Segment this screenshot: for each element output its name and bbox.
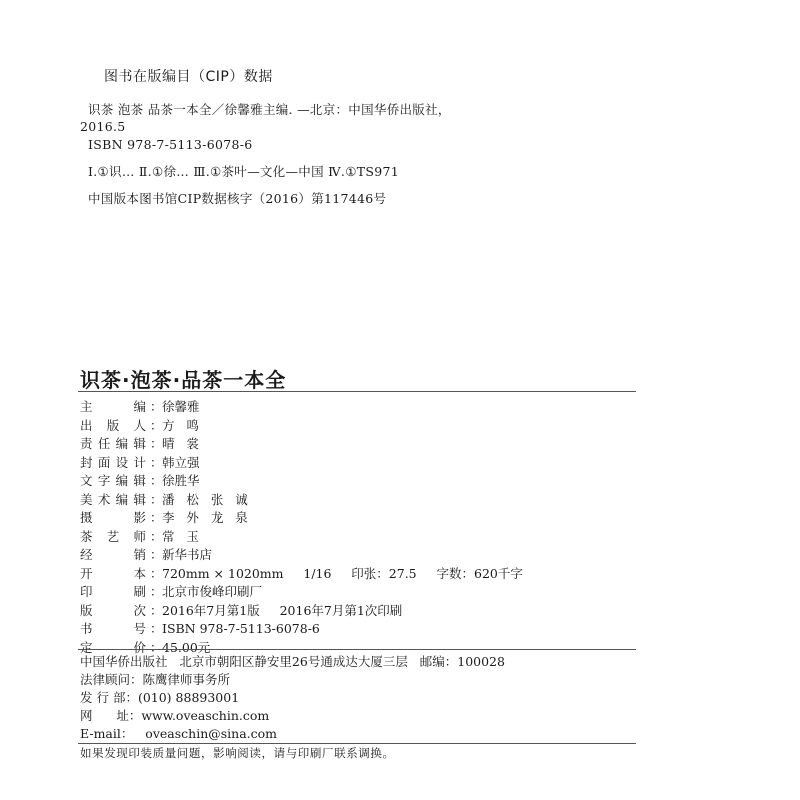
- cip-line-1: 识茶 泡茶 品茶一本全／徐馨雅主编. —北京：中国华侨出版社，: [88, 102, 451, 117]
- credit-row: [80, 582, 640, 602]
- credit-value: 45.00元: [162, 639, 211, 655]
- credit-label: 经 销: [80, 547, 146, 562]
- credit-colon: ：: [150, 547, 163, 562]
- credit-colon: ：: [150, 436, 163, 451]
- title-divider: [78, 391, 636, 392]
- credit-row: [80, 453, 640, 473]
- credit-label: 开 本: [80, 565, 146, 581]
- credit-label: 茶 艺 师: [80, 528, 146, 544]
- cip-line-5: 中国版本图书馆CIP数据核字（2016）第117446号: [88, 191, 387, 206]
- credit-row: [80, 397, 640, 417]
- credit-colon: ：: [150, 417, 163, 433]
- email: E-mail： oveaschin@sina.com: [80, 726, 278, 741]
- book-title: 识茶·泡茶·品茶一本全: [80, 368, 287, 392]
- credit-row: [80, 416, 640, 436]
- cip-line-2: 2016.5: [80, 119, 126, 134]
- cip-line-4: Ⅰ.①识… Ⅱ.①徐… Ⅲ.①茶叶—文化—中国 Ⅳ.①TS971: [88, 164, 399, 179]
- credit-label: 文 字 编 辑: [80, 473, 146, 488]
- credit-value: 常 玉: [162, 528, 199, 544]
- credit-colon: ：: [150, 399, 163, 414]
- website: 网 址：www.oveaschin.com: [80, 708, 270, 723]
- credit-colon: ：: [150, 602, 163, 618]
- credit-value: 北京市俊峰印刷厂: [162, 584, 263, 599]
- footer-divider: [78, 743, 636, 744]
- credit-label: 版 次: [80, 602, 146, 618]
- credit-row: [80, 527, 640, 547]
- credit-label: 美 术 编 辑: [80, 491, 146, 507]
- credit-value: 徐胜华: [162, 473, 200, 488]
- credit-value: 方 鸣: [162, 417, 199, 433]
- credit-colon: ：: [150, 639, 163, 655]
- credit-colon: ：: [150, 473, 163, 488]
- credit-value: 李 外 龙 泉: [162, 510, 248, 525]
- credit-value: 新华书店: [162, 547, 213, 562]
- credits-divider: [78, 649, 636, 650]
- cip-heading: 图书在版编目（CIP）数据: [104, 69, 273, 85]
- credit-row: [80, 545, 640, 565]
- publisher-address: 中国华侨出版社 北京市朝阳区静安里26号通成达大厦三层 邮编：100028: [80, 654, 505, 669]
- credit-value: 晴 裳: [162, 436, 199, 451]
- credit-value: 潘 松 张 诚: [162, 491, 248, 507]
- credit-colon: ：: [150, 528, 163, 544]
- credit-value: 2016年7月第1版 2016年7月第1次印刷: [162, 602, 403, 618]
- credit-colon: ：: [150, 584, 163, 599]
- credit-row: [80, 471, 640, 491]
- credit-colon: ：: [150, 491, 163, 507]
- credit-row: [80, 490, 640, 510]
- distribution-phone: 发 行 部：(010) 88893001: [80, 690, 240, 705]
- credit-value: 徐馨雅: [162, 399, 200, 414]
- credit-row: [80, 508, 640, 528]
- footer-note: 如果发现印装质量问题，影响阅读，请与印刷厂联系调换。: [80, 746, 395, 760]
- credit-label: 摄 影: [80, 510, 146, 525]
- credit-label: 主 编: [80, 399, 146, 414]
- cip-line-3: ISBN 978-7-5113-6078-6: [88, 137, 253, 152]
- credit-label: 责 任 编 辑: [80, 436, 146, 451]
- credit-colon: ：: [150, 565, 163, 581]
- credit-label: 封 面 设 计: [80, 454, 146, 470]
- credit-colon: ：: [150, 454, 163, 470]
- credit-row: [80, 601, 640, 621]
- credit-colon: ：: [150, 621, 163, 636]
- credit-label: 定 价: [80, 639, 146, 655]
- credit-label: 书 号: [80, 621, 146, 636]
- credit-value: ISBN 978-7-5113-6078-6: [162, 621, 320, 636]
- credit-label: 出 版 人: [80, 417, 146, 433]
- credit-value: 720mm × 1020mm 1/16 印张：27.5 字数：620千字: [162, 565, 523, 581]
- credit-row: [80, 564, 640, 584]
- credit-row: [80, 619, 640, 639]
- credit-value: 韩立强: [162, 454, 200, 470]
- legal-counsel: 法律顾问：陈鹰律师事务所: [80, 672, 231, 687]
- credit-label: 印 刷: [80, 584, 146, 599]
- credit-row: [80, 434, 640, 454]
- credit-colon: ：: [150, 510, 163, 525]
